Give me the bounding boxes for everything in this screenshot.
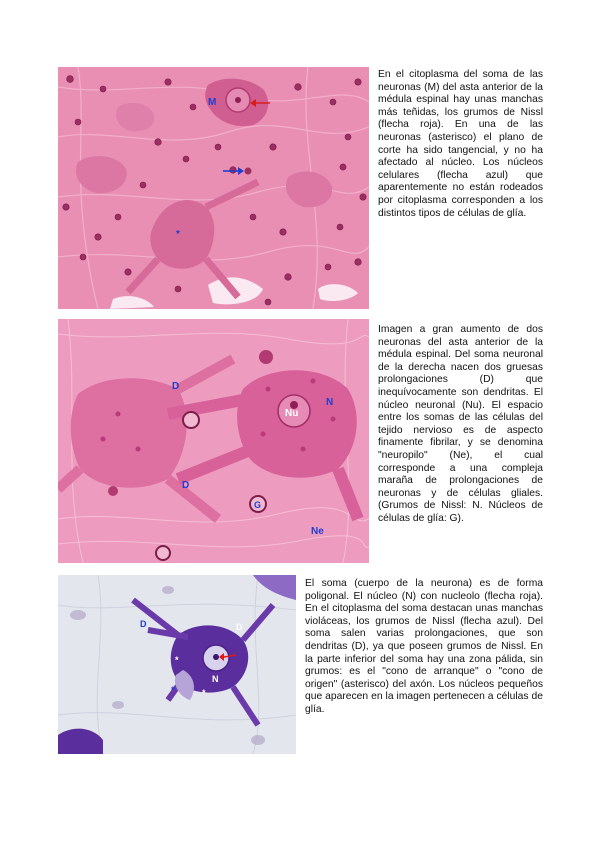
label-g: G — [254, 500, 262, 510]
label-n: N — [326, 397, 334, 408]
micrograph-2 — [58, 319, 369, 563]
caption-2: Imagen a gran aumento de dos neuronas del asta anterior de la médula espinal. Del soma neuronal de la derecha nacen dos gruesas prolongaciones (D) que inequívocamente son dendritas. El núcleo neuronal (Nu). El espacio entre los somas de las células del tejido nervioso es de aspecto finamente fibrilar, y se denomina "neuropilo" (Ne), el cual corresponde a una compleja maraña de prolongaciones de neuronas y de células gliales. (Grumos de Nissl: N. Núcleos de células de glía: G). — [378, 324, 543, 524]
label-d-top: D — [172, 381, 180, 392]
label-nu: Nu — [285, 408, 299, 419]
label-star-2: * — [202, 688, 206, 698]
label-d-right: D — [236, 622, 243, 632]
micrograph-3-svg — [58, 575, 296, 754]
label-n: N — [212, 674, 219, 684]
micrograph-3 — [58, 575, 296, 754]
label-star-3: * — [171, 685, 175, 695]
label-star-1: * — [175, 655, 179, 665]
micrograph-2-svg — [58, 319, 369, 563]
label-d-bottom: D — [182, 480, 190, 491]
label-d-left: D — [140, 619, 147, 629]
label-star: * — [176, 229, 180, 240]
micrograph-1 — [58, 67, 369, 309]
caption-3: El soma (cuerpo de la neurona) es de forma poligonal. El núcleo (N) con nucleolo (flecha roja). En el citoplasma del soma destacan unas manchas violáceas, los grumos de Nissl (flecha azul). Del soma salen varias prolongaciones, que son dendritas (D), ya que poseen grumos de Nissl. En la parte inferior del soma hay una zona pálida, sin grumos: es el "cono de arranque" o "cono de origen" (asterisco) del axón. Los núcleos pequeños que aparecen en la imagen pertenecen a células de glía. — [305, 578, 543, 715]
caption-1: En el citoplasma del soma de las neuronas (M) del asta anterior de la médula espinal hay unas manchas más teñidas, los grumos de Nissl (flecha roja). En una de las neuronas (asterisco) el plano de corte ha sido tangencial, y no ha afectado al núcleo. Los núcleos celulares (flecha azul) que aparentemente no están rodeados por citoplasma corresponden a los distintos tipos de células de glía. — [378, 69, 543, 219]
label-ne: Ne — [311, 526, 324, 537]
label-m: M — [208, 97, 217, 108]
micrograph-1-svg — [58, 67, 369, 309]
